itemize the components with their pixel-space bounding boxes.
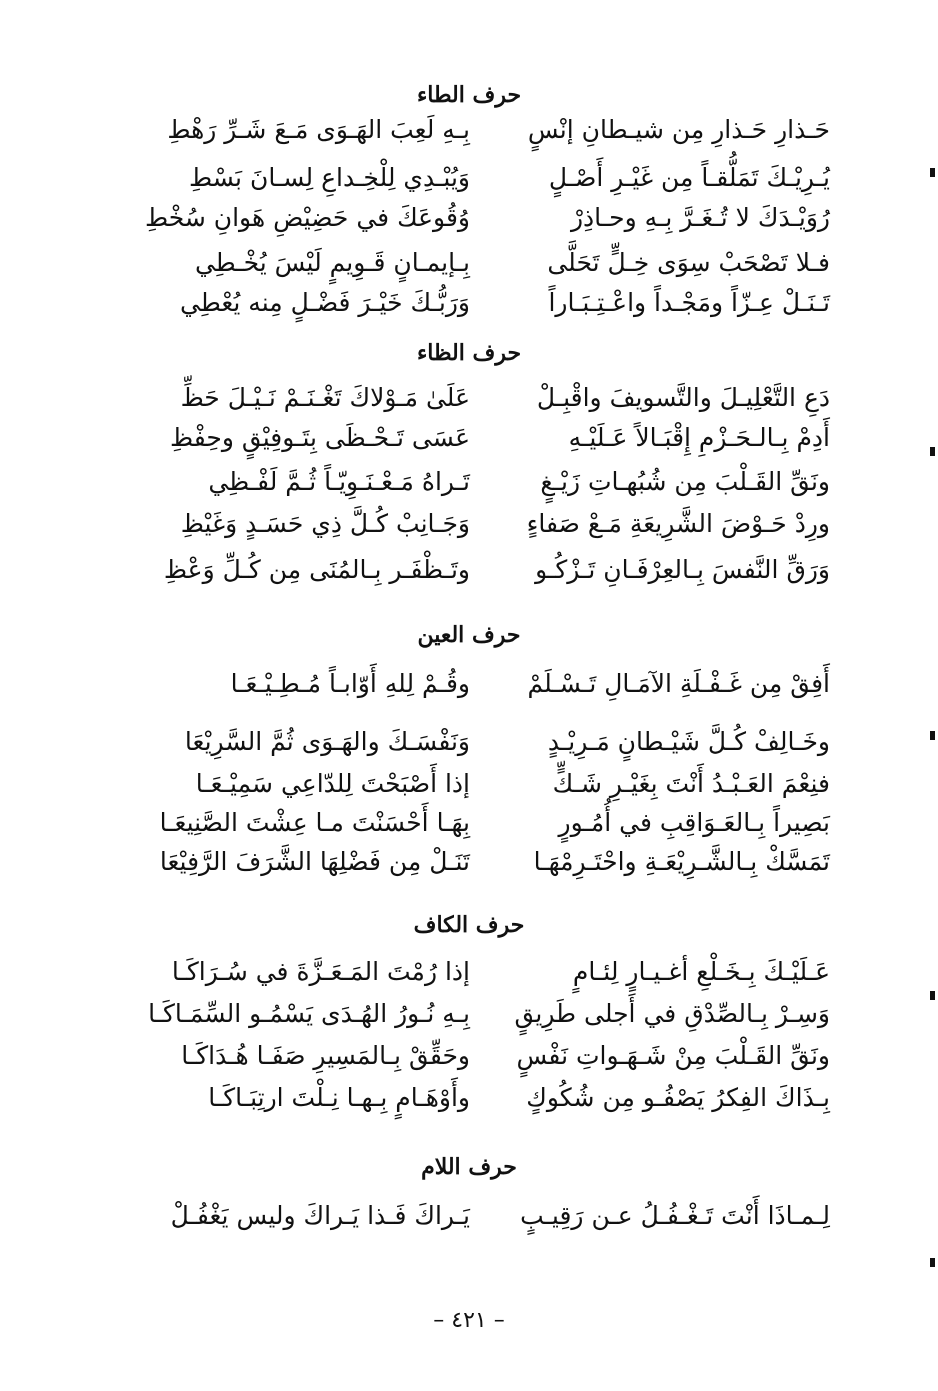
verse-first-hemistich: دَعِ التَّعْلِيـلَ والتَّسويفَ واقْبِـلْ: [536, 383, 830, 412]
verse-second-hemistich: وَنَفْسَـكَ والهَـوَى ثُمَّ السَّرِيْعَا: [184, 727, 470, 756]
verse-first-hemistich: وخَـالِفْ كُـلَّ شَيْـطانٍ مَـرِيْـدٍ: [547, 727, 830, 756]
verse-line: [150, 842, 830, 882]
verse-first-hemistich: فنِعْمَ العَـبْـدُ أَنْتَ بِغَيْـرِ شَـكٍّ: [552, 769, 830, 798]
verse-first-hemistich: حَـذارِ حَـذارِ مِن شيـطانِ إنْسٍ: [527, 115, 830, 144]
verse-second-hemistich: وحَقِّقْ بِـالمَسِيرِ صَفَـا هُـدَاكَـا: [181, 1041, 470, 1070]
verse-second-hemistich: عَسَى تَـحْـظَى بِتَـوفِيْقٍ وحِفْظِ: [170, 423, 470, 452]
section-title-kaf: حرف الكاف: [413, 912, 525, 938]
verse-line: [150, 994, 830, 1034]
verse-first-hemistich: يُـرِيْـكَ تَمَلُّقـاً مِن غَيْـرِ أَصْـلٍ: [548, 163, 830, 192]
page-number: – ٤٢١ –: [433, 1308, 505, 1333]
section-title-lam: حرف اللام: [421, 1154, 517, 1180]
verse-second-hemistich: بِـهِ نُـورُ الهُـدَى يَسْمُـو السِّمَـاكَـا: [148, 999, 470, 1028]
verse-first-hemistich: رُوَيْـدَكَ لا تُـغَـرَّ بِـهِ وحـاذِرْ: [570, 203, 830, 232]
verse-line: [150, 110, 830, 150]
verse-line: [144, 198, 830, 238]
verse-line: [150, 418, 830, 458]
verse-line: [150, 550, 830, 590]
verse-line: [150, 283, 830, 323]
verse-line: [150, 158, 830, 198]
verse-second-hemistich: عَلَىٰ مَـوْلاكَ تَغْـنَـمْ نَـيْـلَ حَظِّ: [180, 383, 470, 412]
verse-second-hemistich: وتَـظْفَـر بِـالمُنَى مِن كُـلِّ وَعْظِ: [163, 555, 470, 584]
verse-first-hemistich: لِـمـاذَا أَنْتَ تَـغْـفُـلُ عـن رَقِيـبٍ: [520, 1201, 830, 1230]
verse-line: [150, 1078, 830, 1118]
verse-line: [150, 1196, 830, 1236]
verse-line: [150, 1036, 830, 1076]
margin-mark: [930, 731, 935, 740]
verse-second-hemistich: بِـهِ لَعِبَ الهَـوَى مَـعَ شَـرِّ رَهْطِ: [167, 115, 470, 144]
margin-mark: [930, 447, 935, 456]
verse-second-hemistich: وَرَبُّـكَ خَيْـرَ فَضْـلٍ مِنه يُعْطِي: [180, 288, 470, 317]
verse-second-hemistich: وقُـمْ لِلهِ أَوّابـاً مُـطِـيْـعَـا: [230, 669, 470, 698]
verse-first-hemistich: أَفِقْ مِن غَـفْـلَةِ الآمَـالِ تَـسْـلَمْ: [527, 669, 830, 698]
margin-mark: [930, 1258, 935, 1267]
verse-line: [150, 803, 830, 843]
verse-first-hemistich: تَمَسَّكْ بِـالشَّـرِيْعَـةِ واحْتَـرِمْهَـا: [533, 847, 830, 876]
verse-first-hemistich: ورِدْ حَـوْضَ الشَّرِيعَةِ مَـعْ صَفاءٍ: [526, 509, 830, 538]
verse-second-hemistich: تَـراهُ مَـعْـنَـوِيّـاً ثُـمَّ لَفْـظِي: [208, 467, 470, 496]
verse-line: [150, 243, 830, 283]
verse-first-hemistich: عَـلَيْـكَ بِـخَـلْعِ أغـيـارٍ لِئـامٍ: [572, 957, 830, 986]
verse-first-hemistich: فـلا تَصْحَبْ سِوَى خِـلٍّ تَحَلَّى: [547, 248, 830, 277]
verse-second-hemistich: إذا رُمْتَ المَـعَـزَّةَ في سُـرَاكَـا: [171, 957, 470, 986]
verse-first-hemistich: تَـنَـلْ عِـزّاً ومَجْـداً واعْـتِـبَـاراً: [548, 288, 830, 317]
verse-first-hemistich: وَرَقِّ النَّفسَ بِـالعِرْفَـانِ تَـزْكُـو: [535, 555, 830, 584]
verse-second-hemistich: وَجَـانِبْ كُـلَّ ذِي حَسَـدٍ وَغَيْظِ: [180, 509, 470, 538]
verse-first-hemistich: ونَقِّ القَـلْبَ مِنْ شَـهَـواتِ نَفْسٍ: [516, 1041, 830, 1070]
verse-line: [150, 462, 830, 502]
section-title-ta: حرف الطاء: [416, 82, 522, 108]
section-title-ayn: حرف العين: [417, 622, 521, 648]
verse-second-hemistich: بِـإيمـانٍ قَـوِيمٍ لَيْسَ يُخْـطِي: [194, 248, 470, 277]
verse-first-hemistich: وَسِـرْ بِـالصِّدْقِ في أَجلى طَرِيقٍ: [514, 999, 830, 1028]
section-title-dha: حرف الظاء: [416, 340, 522, 366]
verse-line: [150, 378, 830, 418]
verse-first-hemistich: أَدِمْ بِـالـحَـزْمِ إِقْبَـالاً عَـلَيْـهِ: [568, 423, 830, 452]
margin-mark: [930, 991, 935, 1000]
margin-mark: [930, 168, 935, 177]
verse-second-hemistich: إذا أَصْبَحْتَ لِلدّاعِي سَمِيْـعَـا: [195, 769, 470, 798]
verse-second-hemistich: وأَوْهَـامٍ بِـهـا نِـلْتَ ارتِبَـاكَـا: [208, 1083, 470, 1112]
verse-line: [150, 722, 830, 762]
verse-second-hemistich: يَـراكَ فَـذا يَـراكَ وليس يَغْفُـلْ: [170, 1201, 470, 1230]
verse-line: [150, 504, 830, 544]
verse-second-hemistich: تَنَـلْ مِن فَضْلِهَا الشَّرَفَ الرَّفِيْعَا: [159, 847, 470, 876]
verse-second-hemistich: بِهَـا أَحْسَنْتَ مـا عِشْتَ الصَّنِيعَـا: [159, 808, 470, 837]
verse-line: [150, 952, 830, 992]
verse-first-hemistich: بِـذَاكَ الفِكرُ يَصْفُـو مِن شُكُوكٍ: [526, 1083, 830, 1112]
verse-line: [150, 664, 830, 704]
verse-line: [150, 764, 830, 804]
verse-first-hemistich: بَصِيراً بِـالعَـوَاقِبِ في أُمُـورٍ: [558, 808, 830, 837]
verse-second-hemistich: وُقُوعَكَ في حَضِيْضِ هَوانِ سُخْطِ: [144, 203, 470, 232]
verse-second-hemistich: وَيُبْـدِي لِلْخِـداعِ لِسـانَ بَسْطِ: [189, 163, 470, 192]
verse-first-hemistich: ونَقِّ القَـلْبَ مِن شُبُهـاتِ زَيْـغٍ: [540, 467, 830, 496]
